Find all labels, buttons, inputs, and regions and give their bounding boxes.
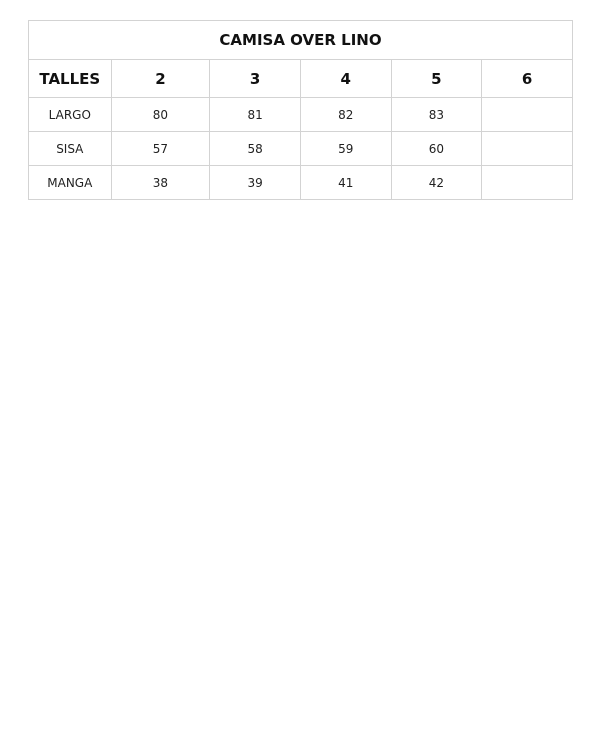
table-cell: 38 (111, 166, 210, 200)
header-row (29, 60, 573, 98)
header-cell-size-3: 3 (210, 60, 301, 98)
table-cell: 60 (391, 132, 482, 166)
header-cell-size-4: 4 (300, 60, 391, 98)
table-cell: 57 (111, 132, 210, 166)
table-cell (482, 132, 573, 166)
table-cell (482, 98, 573, 132)
table-cell: 58 (210, 132, 301, 166)
header-cell-size-2: 2 (111, 60, 210, 98)
table-row-sisa (29, 132, 573, 166)
table-cell: 39 (210, 166, 301, 200)
table-title: CAMISA OVER LINO (29, 21, 573, 60)
table-cell: 42 (391, 166, 482, 200)
row-label: LARGO (29, 98, 112, 132)
table-cell (482, 166, 573, 200)
row-label: SISA (29, 132, 112, 166)
table-cell: 41 (300, 166, 391, 200)
header-cell-size-6: 6 (482, 60, 573, 98)
table-cell: 83 (391, 98, 482, 132)
size-chart-table (28, 20, 573, 200)
header-cell-size-5: 5 (391, 60, 482, 98)
row-label: MANGA (29, 166, 112, 200)
title-row (29, 21, 573, 60)
table-cell: 81 (210, 98, 301, 132)
header-cell-label: TALLES (29, 60, 112, 98)
table-row-largo (29, 98, 573, 132)
table-row-manga (29, 166, 573, 200)
table-cell: 59 (300, 132, 391, 166)
table-cell: 82 (300, 98, 391, 132)
table-cell: 80 (111, 98, 210, 132)
